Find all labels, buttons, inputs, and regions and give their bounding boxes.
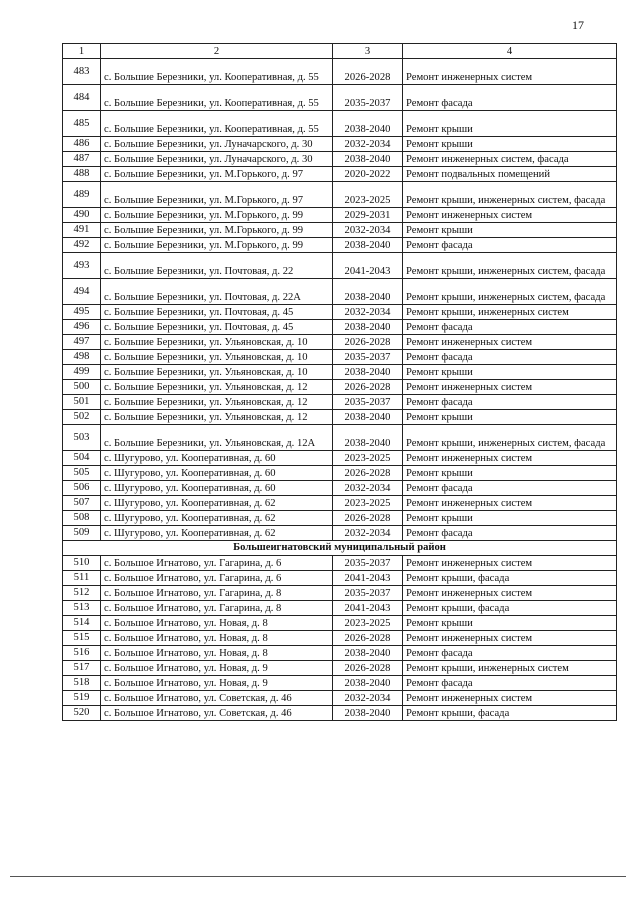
address-cell: с. Шугурово, ул. Кооперативная, д. 62 <box>101 496 333 511</box>
address-cell: с. Большие Березники, ул. М.Горького, д. 99 <box>101 238 333 253</box>
address-cell: с. Большие Березники, ул. Ульяновская, д. 12 <box>101 395 333 410</box>
period-cell: 2038-2040 <box>333 152 403 167</box>
address-cell: с. Большое Игнатово, ул. Советская, д. 46 <box>101 706 333 721</box>
address-cell: с. Большое Игнатово, ул. Новая, д. 8 <box>101 616 333 631</box>
row-number-cell: 513 <box>63 601 101 616</box>
work-type-cell: Ремонт крыши <box>403 137 617 152</box>
work-type-cell: Ремонт инженерных систем <box>403 631 617 646</box>
table-row <box>63 238 617 253</box>
column-number-row <box>63 44 617 59</box>
row-number-cell: 492 <box>63 238 101 253</box>
period-cell: 2038-2040 <box>333 111 403 137</box>
row-number-cell: 508 <box>63 511 101 526</box>
work-type-cell: Ремонт крыши, инженерных систем, фасада <box>403 425 617 451</box>
row-number-cell: 516 <box>63 646 101 661</box>
table-row <box>63 496 617 511</box>
table-row <box>63 365 617 380</box>
table-row <box>63 526 617 541</box>
row-number-cell: 489 <box>63 182 101 208</box>
address-cell: с. Большое Игнатово, ул. Гагарина, д. 6 <box>101 571 333 586</box>
work-type-cell: Ремонт крыши <box>403 616 617 631</box>
work-type-cell: Ремонт крыши <box>403 223 617 238</box>
row-number-cell: 491 <box>63 223 101 238</box>
period-cell: 2026-2028 <box>333 511 403 526</box>
row-number-cell: 494 <box>63 279 101 305</box>
table-row <box>63 59 617 85</box>
work-type-cell: Ремонт фасада <box>403 238 617 253</box>
table-row <box>63 167 617 182</box>
row-number-cell: 506 <box>63 481 101 496</box>
section-header-row <box>63 541 617 556</box>
row-number-cell: 483 <box>63 59 101 85</box>
row-number-cell: 502 <box>63 410 101 425</box>
row-number-cell: 518 <box>63 676 101 691</box>
table-row <box>63 279 617 305</box>
period-cell: 2038-2040 <box>333 238 403 253</box>
period-cell: 2038-2040 <box>333 706 403 721</box>
row-number-cell: 496 <box>63 320 101 335</box>
row-number-cell: 504 <box>63 451 101 466</box>
work-type-cell: Ремонт фасада <box>403 395 617 410</box>
table-row <box>63 706 617 721</box>
work-type-cell: Ремонт крыши, инженерных систем, фасада <box>403 182 617 208</box>
period-cell: 2026-2028 <box>333 466 403 481</box>
period-cell: 2032-2034 <box>333 691 403 706</box>
address-cell: с. Большие Березники, ул. Луначарского, д. 30 <box>101 137 333 152</box>
work-type-cell: Ремонт крыши, фасада <box>403 571 617 586</box>
address-cell: с. Большие Березники, ул. М.Горького, д. 97 <box>101 182 333 208</box>
address-cell: с. Большие Березники, ул. Ульяновская, д. 10 <box>101 365 333 380</box>
work-type-cell: Ремонт крыши, фасада <box>403 601 617 616</box>
table-row <box>63 466 617 481</box>
period-cell: 2038-2040 <box>333 365 403 380</box>
work-type-cell: Ремонт крыши, инженерных систем <box>403 305 617 320</box>
row-number-cell: 503 <box>63 425 101 451</box>
row-number-cell: 488 <box>63 167 101 182</box>
address-cell: с. Большие Березники, ул. Ульяновская, д. 10 <box>101 350 333 365</box>
row-number-cell: 487 <box>63 152 101 167</box>
table-row <box>63 152 617 167</box>
period-cell: 2023-2025 <box>333 182 403 208</box>
table-row <box>63 137 617 152</box>
row-number-cell: 484 <box>63 85 101 111</box>
work-type-cell: Ремонт инженерных систем <box>403 451 617 466</box>
period-cell: 2035-2037 <box>333 85 403 111</box>
row-number-cell: 486 <box>63 137 101 152</box>
work-type-cell: Ремонт крыши <box>403 410 617 425</box>
table-row <box>63 335 617 350</box>
work-type-cell: Ремонт крыши <box>403 466 617 481</box>
work-type-cell: Ремонт фасада <box>403 526 617 541</box>
address-cell: с. Большие Березники, ул. Почтовая, д. 45 <box>101 320 333 335</box>
period-cell: 2035-2037 <box>333 556 403 571</box>
period-cell: 2038-2040 <box>333 279 403 305</box>
table-row <box>63 380 617 395</box>
table-row <box>63 616 617 631</box>
address-cell: с. Большие Березники, ул. Ульяновская, д. 10 <box>101 335 333 350</box>
period-cell: 2026-2028 <box>333 335 403 350</box>
work-type-cell: Ремонт подвальных помещений <box>403 167 617 182</box>
table-row <box>63 111 617 137</box>
period-cell: 2032-2034 <box>333 526 403 541</box>
address-cell: с. Большое Игнатово, ул. Советская, д. 46 <box>101 691 333 706</box>
row-number-cell: 510 <box>63 556 101 571</box>
row-number-cell: 493 <box>63 253 101 279</box>
table-row <box>63 425 617 451</box>
table-row <box>63 182 617 208</box>
period-cell: 2020-2022 <box>333 167 403 182</box>
work-type-cell: Ремонт крыши, инженерных систем <box>403 661 617 676</box>
row-number-cell: 498 <box>63 350 101 365</box>
table-row <box>63 320 617 335</box>
column-header: 2 <box>101 44 333 59</box>
row-number-cell: 500 <box>63 380 101 395</box>
address-cell: с. Большие Березники, ул. Ульяновская, д. 12 <box>101 380 333 395</box>
period-cell: 2035-2037 <box>333 586 403 601</box>
table-row <box>63 410 617 425</box>
row-number-cell: 509 <box>63 526 101 541</box>
period-cell: 2041-2043 <box>333 571 403 586</box>
table-row <box>63 631 617 646</box>
table-row <box>63 350 617 365</box>
period-cell: 2026-2028 <box>333 631 403 646</box>
row-number-cell: 497 <box>63 335 101 350</box>
table-row <box>63 556 617 571</box>
period-cell: 2023-2025 <box>333 451 403 466</box>
work-type-cell: Ремонт инженерных систем <box>403 586 617 601</box>
period-cell: 2026-2028 <box>333 661 403 676</box>
work-type-cell: Ремонт крыши <box>403 111 617 137</box>
work-type-cell: Ремонт крыши, инженерных систем, фасада <box>403 253 617 279</box>
work-type-cell: Ремонт инженерных систем <box>403 496 617 511</box>
table-row <box>63 451 617 466</box>
address-cell: с. Большие Березники, ул. Луначарского, д. 30 <box>101 152 333 167</box>
address-cell: с. Большое Игнатово, ул. Новая, д. 9 <box>101 661 333 676</box>
address-cell: с. Большие Березники, ул. Кооперативная, д. 55 <box>101 111 333 137</box>
page-number: 17 <box>572 18 584 32</box>
work-type-cell: Ремонт инженерных систем <box>403 556 617 571</box>
address-cell: с. Большие Березники, ул. М.Горького, д. 97 <box>101 167 333 182</box>
row-number-cell: 485 <box>63 111 101 137</box>
period-cell: 2032-2034 <box>333 137 403 152</box>
period-cell: 2041-2043 <box>333 601 403 616</box>
address-cell: с. Большое Игнатово, ул. Новая, д. 9 <box>101 676 333 691</box>
address-cell: с. Большие Березники, ул. Ульяновская, д. 12А <box>101 425 333 451</box>
address-cell: с. Шугурово, ул. Кооперативная, д. 60 <box>101 481 333 496</box>
work-type-cell: Ремонт фасада <box>403 320 617 335</box>
period-cell: 2032-2034 <box>333 305 403 320</box>
work-type-cell: Ремонт инженерных систем <box>403 335 617 350</box>
period-cell: 2035-2037 <box>333 395 403 410</box>
address-cell: с. Большие Березники, ул. Почтовая, д. 22А <box>101 279 333 305</box>
work-type-cell: Ремонт фасада <box>403 676 617 691</box>
table-row <box>63 253 617 279</box>
address-cell: с. Большие Березники, ул. Ульяновская, д. 12 <box>101 410 333 425</box>
address-cell: с. Большие Березники, ул. Кооперативная, д. 55 <box>101 85 333 111</box>
period-cell: 2038-2040 <box>333 410 403 425</box>
period-cell: 2023-2025 <box>333 616 403 631</box>
table-row <box>63 511 617 526</box>
table-row <box>63 661 617 676</box>
work-type-cell: Ремонт фасада <box>403 85 617 111</box>
address-cell: с. Большие Березники, ул. М.Горького, д. 99 <box>101 223 333 238</box>
table-row <box>63 691 617 706</box>
row-number-cell: 511 <box>63 571 101 586</box>
work-type-cell: Ремонт инженерных систем <box>403 208 617 223</box>
period-cell: 2035-2037 <box>333 350 403 365</box>
section-header-body <box>63 541 617 556</box>
table-row <box>63 676 617 691</box>
row-number-cell: 517 <box>63 661 101 676</box>
period-cell: 2032-2034 <box>333 223 403 238</box>
address-cell: с. Шугурово, ул. Кооперативная, д. 60 <box>101 466 333 481</box>
address-cell: с. Большое Игнатово, ул. Новая, д. 8 <box>101 631 333 646</box>
repair-schedule-table <box>62 43 617 721</box>
row-number-cell: 515 <box>63 631 101 646</box>
address-cell: с. Большое Игнатово, ул. Новая, д. 8 <box>101 646 333 661</box>
period-cell: 2038-2040 <box>333 320 403 335</box>
period-cell: 2038-2040 <box>333 646 403 661</box>
work-type-cell: Ремонт крыши <box>403 365 617 380</box>
work-type-cell: Ремонт фасада <box>403 646 617 661</box>
row-number-cell: 505 <box>63 466 101 481</box>
table-row <box>63 208 617 223</box>
address-cell: с. Большие Березники, ул. Почтовая, д. 22 <box>101 253 333 279</box>
work-type-cell: Ремонт фасада <box>403 350 617 365</box>
row-number-cell: 514 <box>63 616 101 631</box>
column-header: 1 <box>63 44 101 59</box>
address-cell: с. Шугурово, ул. Кооперативная, д. 60 <box>101 451 333 466</box>
period-cell: 2032-2034 <box>333 481 403 496</box>
period-cell: 2041-2043 <box>333 253 403 279</box>
period-cell: 2026-2028 <box>333 59 403 85</box>
page-bottom-rule <box>10 876 626 877</box>
row-number-cell: 490 <box>63 208 101 223</box>
address-cell: с. Шугурово, ул. Кооперативная, д. 62 <box>101 511 333 526</box>
address-cell: с. Большие Березники, ул. М.Горького, д. 99 <box>101 208 333 223</box>
period-cell: 2026-2028 <box>333 380 403 395</box>
address-cell: с. Большое Игнатово, ул. Гагарина, д. 8 <box>101 601 333 616</box>
work-type-cell: Ремонт инженерных систем <box>403 380 617 395</box>
table-row <box>63 305 617 320</box>
address-cell: с. Большое Игнатово, ул. Гагарина, д. 6 <box>101 556 333 571</box>
row-number-cell: 501 <box>63 395 101 410</box>
row-number-cell: 499 <box>63 365 101 380</box>
table-row <box>63 601 617 616</box>
address-cell: с. Большое Игнатово, ул. Гагарина, д. 8 <box>101 586 333 601</box>
section-title: Большеигнатовский муниципальный район <box>63 541 617 556</box>
row-number-cell: 495 <box>63 305 101 320</box>
work-type-cell: Ремонт инженерных систем <box>403 691 617 706</box>
table-row <box>63 481 617 496</box>
address-cell: с. Шугурово, ул. Кооперативная, д. 62 <box>101 526 333 541</box>
work-type-cell: Ремонт фасада <box>403 481 617 496</box>
column-header: 4 <box>403 44 617 59</box>
work-type-cell: Ремонт инженерных систем <box>403 59 617 85</box>
table-body-bolsheignatovsky <box>63 556 617 721</box>
table-row <box>63 85 617 111</box>
row-number-cell: 507 <box>63 496 101 511</box>
work-type-cell: Ремонт крыши, инженерных систем, фасада <box>403 279 617 305</box>
row-number-cell: 520 <box>63 706 101 721</box>
table-row <box>63 646 617 661</box>
table-row <box>63 586 617 601</box>
table-row <box>63 223 617 238</box>
work-type-cell: Ремонт крыши <box>403 511 617 526</box>
period-cell: 2029-2031 <box>333 208 403 223</box>
work-type-cell: Ремонт крыши, фасада <box>403 706 617 721</box>
period-cell: 2038-2040 <box>333 676 403 691</box>
period-cell: 2023-2025 <box>333 496 403 511</box>
row-number-cell: 519 <box>63 691 101 706</box>
address-cell: с. Большие Березники, ул. Почтовая, д. 45 <box>101 305 333 320</box>
table-row <box>63 395 617 410</box>
work-type-cell: Ремонт инженерных систем, фасада <box>403 152 617 167</box>
table-body-bolshebereznikovsky <box>63 59 617 541</box>
column-header: 3 <box>333 44 403 59</box>
row-number-cell: 512 <box>63 586 101 601</box>
address-cell: с. Большие Березники, ул. Кооперативная, д. 55 <box>101 59 333 85</box>
period-cell: 2038-2040 <box>333 425 403 451</box>
table-row <box>63 571 617 586</box>
